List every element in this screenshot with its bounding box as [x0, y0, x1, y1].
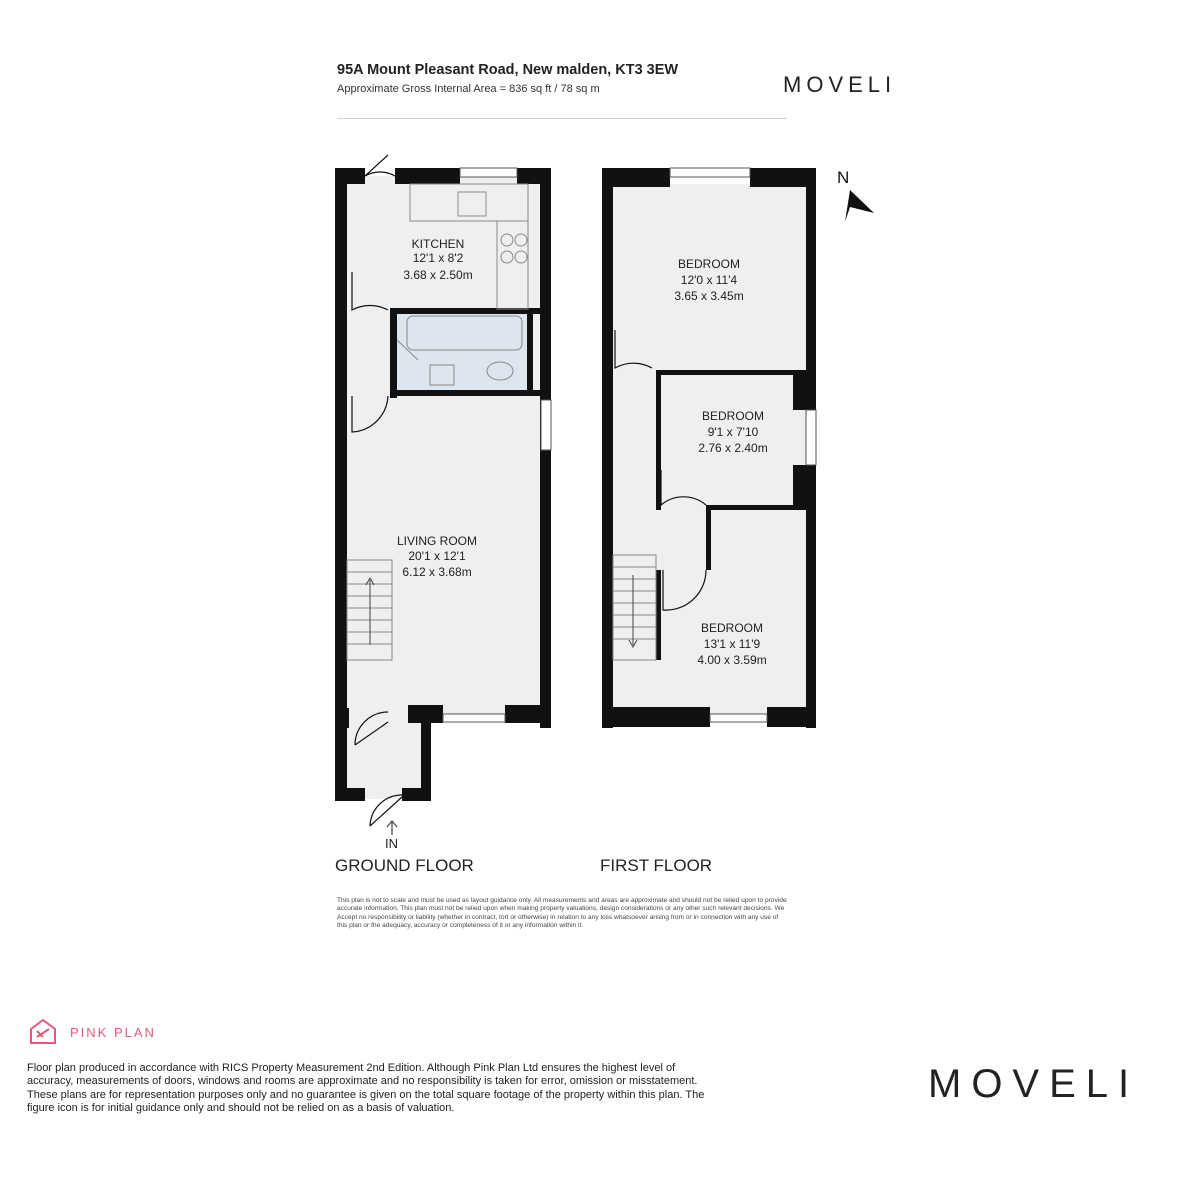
room-metric: 6.12 x 3.68m [402, 565, 472, 579]
room-imperial: 12'1 x 8'2 [412, 251, 464, 265]
room-name: BEDROOM [700, 621, 764, 635]
entrance-label: IN [385, 836, 398, 851]
room-name: KITCHEN [411, 237, 465, 251]
side-window [541, 400, 551, 450]
room-imperial: 12'0 x 11'4 [680, 273, 738, 287]
pink-plan-logo-icon [28, 1017, 58, 1045]
room-name: BEDROOM [701, 409, 765, 423]
bedroom-1-window [670, 168, 750, 177]
room-imperial: 13'1 x 11'9 [703, 637, 761, 651]
back-door-icon [365, 155, 395, 176]
room-imperial: 20'1 x 12'1 [408, 549, 466, 563]
pink-plan-brand: PINK PLAN [70, 1025, 156, 1040]
room-name: BEDROOM [677, 257, 741, 271]
bedroom-3-window [710, 714, 767, 722]
porch-area [345, 719, 425, 799]
kitchen-window [460, 168, 517, 177]
front-door-icon [370, 795, 402, 826]
moveli-logo-header: MOVELI [783, 72, 897, 97]
moveli-logo-footer: MOVELI [928, 1062, 1140, 1106]
entrance-arrow-icon [387, 821, 397, 835]
room-metric: 3.68 x 2.50m [403, 268, 473, 282]
room-metric: 4.00 x 3.59m [697, 653, 767, 667]
bedroom-2-window [806, 410, 816, 465]
room-name: LIVING ROOM [396, 534, 478, 548]
living-room-window [443, 714, 505, 722]
bathroom-area [397, 313, 530, 391]
north-compass-icon [837, 168, 874, 222]
room-metric: 2.76 x 2.40m [698, 441, 768, 455]
compass-label: N [837, 168, 850, 187]
footer-note: Floor plan produced in accordance with RICS Property Measurement 2nd Edition. Although Pink Plan Ltd ensures the highest level of accuracy, measurements of doors, windows and rooms are approximate and no responsibility is taken for error, omission or misstatement. These plans are for representation purposes only and no guarantee is given on the total square footage of the property within this plan. The figure icon is for initial guidance only and should not be relied on as a basis of valuation. [27, 1062, 705, 1115]
plan-disclaimer: This plan is not to scale and must be used as layout guidance only. All measurements and areas are approximate and should not be relied upon to provide accurate information. This plan must not be relied upon when making property valuations, design considerations or any other such relevant decisions. We Accept no responsibility or liability (whether in contract, tort or otherwise) in relation to any loss whatsoever arising from or in connection with any use of this plan or the adequacy, accuracy or completeness of it or any information within it. [337, 897, 787, 929]
first-floor-label: FIRST FLOOR [600, 856, 713, 875]
gross-internal-area: Approximate Gross Internal Area = 836 sq ft / 78 sq m [337, 83, 600, 95]
room-metric: 3.65 x 3.45m [674, 289, 744, 303]
room-imperial: 9'1 x 7'10 [707, 425, 759, 439]
ground-floor-label: GROUND FLOOR [335, 856, 474, 875]
property-address: 95A Mount Pleasant Road, New malden, KT3 3EW [337, 62, 679, 78]
